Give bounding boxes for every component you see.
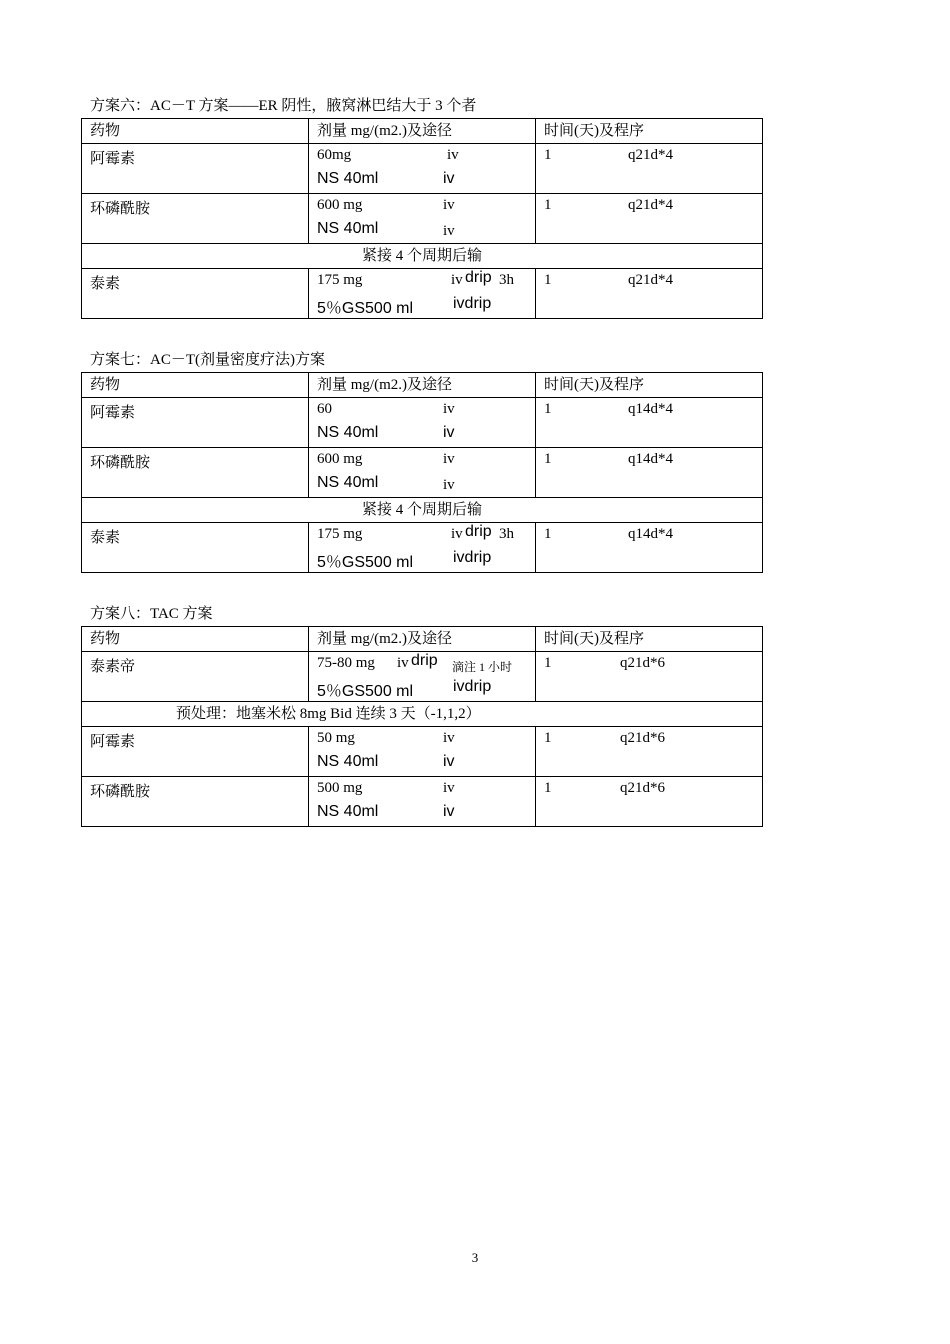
diluent-route: iv xyxy=(443,753,455,770)
day: 1 xyxy=(544,526,552,542)
header-drug: 药物 xyxy=(82,373,309,398)
header-time: 时间(天)及程序 xyxy=(536,373,763,398)
section-8-title: 方案八：TAC 方案 xyxy=(90,606,213,622)
cycle-note: 紧接 4 个周期后输 xyxy=(82,498,763,523)
header-dose: 剂量 mg/(m2.)及途径 xyxy=(309,627,536,652)
diluent-route: iv xyxy=(443,477,455,493)
dose-amount: 50 mg xyxy=(317,730,355,746)
diluent: NS 40ml xyxy=(317,220,379,237)
drug-name: 环磷酰胺 xyxy=(90,784,151,800)
dose-amount: 60mg xyxy=(317,147,352,163)
drug-name: 阿霉素 xyxy=(90,151,136,167)
diluent: NS 40ml xyxy=(317,753,379,770)
note-row xyxy=(82,702,763,727)
drug-name: 环磷酰胺 xyxy=(90,201,151,217)
dose-route: iv xyxy=(443,730,455,746)
section-6-title: 方案六：AC－T 方案——ER 阴性，腋窝淋巴结大于 3 个者 xyxy=(90,98,477,114)
schedule: q14d*4 xyxy=(628,451,673,467)
dose-amount: 175 mg xyxy=(317,272,363,288)
day: 1 xyxy=(544,451,552,467)
table-row xyxy=(82,777,763,827)
diluent: NS 40ml xyxy=(317,170,379,187)
header-time: 时间(天)及程序 xyxy=(536,627,763,652)
schedule: q21d*6 xyxy=(620,655,665,671)
infusion-time: 3h xyxy=(499,272,514,288)
header-dose: 剂量 mg/(m2.)及途径 xyxy=(309,119,536,144)
page-number: 3 xyxy=(471,1250,479,1265)
header-dose: 剂量 mg/(m2.)及途径 xyxy=(309,373,536,398)
pretreatment-note: 预处理：地塞米松 8mg Bid 连续 3 天（-1,1,2） xyxy=(82,702,763,727)
diluent: 5％GS500 ml xyxy=(317,554,414,571)
dose-amount: 600 mg xyxy=(317,451,363,467)
drug-name: 阿霉素 xyxy=(90,734,136,750)
day: 1 xyxy=(544,197,552,213)
diluent-route: iv xyxy=(443,223,455,239)
infusion-time: 滴注 1 小时 xyxy=(452,660,513,674)
table-row xyxy=(82,194,763,244)
dose-route-drip: drip xyxy=(465,269,492,286)
schedule: q21d*4 xyxy=(628,272,673,288)
dose-route: iv xyxy=(443,451,455,467)
drug-name: 环磷酰胺 xyxy=(90,455,151,471)
day: 1 xyxy=(544,147,552,163)
diluent: NS 40ml xyxy=(317,424,379,441)
day: 1 xyxy=(544,655,552,671)
drug-name: 阿霉素 xyxy=(90,405,136,421)
regimen-7-table xyxy=(81,372,763,573)
diluent-route: iv xyxy=(443,803,455,820)
cycle-note: 紧接 4 个周期后输 xyxy=(82,244,763,269)
table-row xyxy=(82,398,763,448)
table-row xyxy=(82,523,763,573)
dose-route-drip: drip xyxy=(465,523,492,540)
schedule: q14d*4 xyxy=(628,526,673,542)
table-header-row xyxy=(82,373,763,398)
drug-name: 泰素 xyxy=(90,276,121,292)
schedule: q21d*6 xyxy=(620,730,665,746)
table-row xyxy=(82,144,763,194)
day: 1 xyxy=(544,401,552,417)
diluent: NS 40ml xyxy=(317,803,379,820)
table-header-row xyxy=(82,627,763,652)
dose-route-drip: drip xyxy=(411,652,438,669)
diluent: NS 40ml xyxy=(317,474,379,491)
table-row xyxy=(82,727,763,777)
drug-name: 泰素 xyxy=(90,530,121,546)
diluent-route: ivdrip xyxy=(453,295,492,312)
dose-route: iv xyxy=(443,780,455,796)
schedule: q21d*6 xyxy=(620,780,665,796)
dose-route: iv xyxy=(443,197,455,213)
dose-amount: 60 xyxy=(317,401,332,417)
schedule: q21d*4 xyxy=(628,197,673,213)
drug-name: 泰素帝 xyxy=(90,659,136,675)
day: 1 xyxy=(544,730,552,746)
dose-amount: 175 mg xyxy=(317,526,363,542)
header-time: 时间(天)及程序 xyxy=(536,119,763,144)
diluent-route: ivdrip xyxy=(453,549,492,566)
dose-route: iv xyxy=(397,655,409,671)
schedule: q21d*4 xyxy=(628,147,673,163)
header-drug: 药物 xyxy=(82,627,309,652)
schedule: q14d*4 xyxy=(628,401,673,417)
regimen-8-table xyxy=(81,626,763,827)
infusion-time: 3h xyxy=(499,526,514,542)
regimen-6-table xyxy=(81,118,763,319)
table-row xyxy=(82,652,763,702)
dose-route: iv xyxy=(447,147,459,163)
table-row xyxy=(82,269,763,319)
diluent-route: iv xyxy=(443,170,455,187)
dose-amount: 500 mg xyxy=(317,780,363,796)
dose-route: iv xyxy=(451,272,463,288)
dose-route: iv xyxy=(443,401,455,417)
diluent-route: ivdrip xyxy=(453,678,492,695)
day: 1 xyxy=(544,780,552,796)
diluent: 5％GS500 ml xyxy=(317,300,414,317)
note-row xyxy=(82,244,763,269)
dose-amount: 600 mg xyxy=(317,197,363,213)
dose-route: iv xyxy=(451,526,463,542)
diluent-route: iv xyxy=(443,424,455,441)
header-drug: 药物 xyxy=(82,119,309,144)
table-header-row xyxy=(82,119,763,144)
diluent: 5％GS500 ml xyxy=(317,683,414,700)
section-7-title: 方案七：AC－T(剂量密度疗法)方案 xyxy=(90,352,325,368)
dose-amount: 75-80 mg xyxy=(317,655,375,671)
table-row xyxy=(82,448,763,498)
day: 1 xyxy=(544,272,552,288)
note-row xyxy=(82,498,763,523)
